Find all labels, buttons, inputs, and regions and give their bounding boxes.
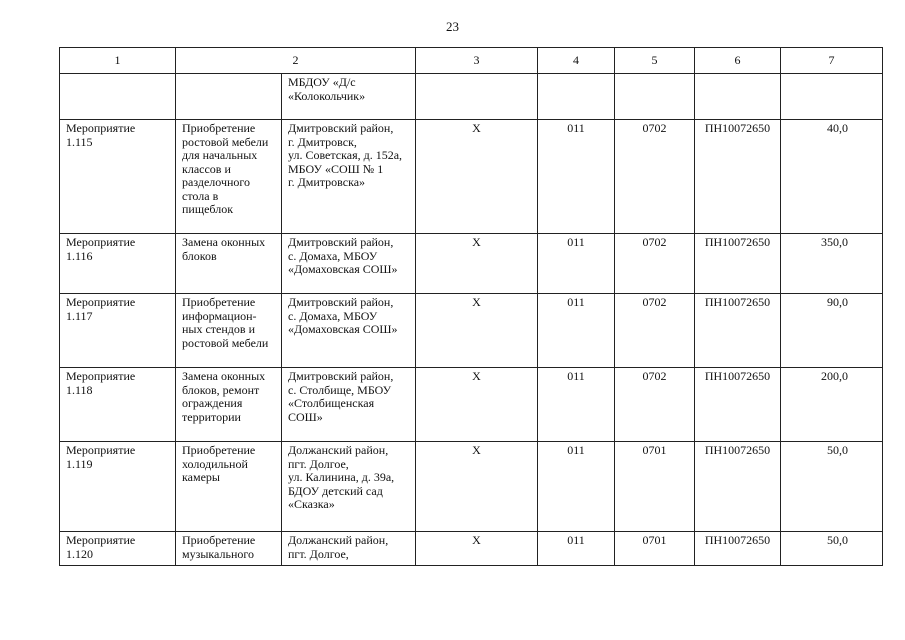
cell-amount (781, 74, 883, 120)
cell-address: Должанский район, пгт. Долгое, ул. Калинина, д. 39а, БДОУ детский сад «Сказка» (282, 442, 416, 532)
cell-description: Замена оконных блоков, ремонт ограждения территории (176, 368, 282, 442)
cell-description: Замена оконных блоков (176, 234, 282, 294)
cell-col6 (695, 74, 781, 120)
page-number: 23 (446, 19, 459, 34)
table-row (60, 532, 883, 566)
cell-col3: Х (416, 442, 538, 532)
cell-amount: 90,0 (781, 294, 883, 368)
header-cell: 3 (416, 48, 538, 74)
cell-col6: ПН10072650 (695, 294, 781, 368)
table-row (60, 368, 883, 442)
cell-event-id: Мероприятие 1.119 (60, 442, 176, 532)
cell-col4: 011 (538, 442, 615, 532)
cell-description (176, 74, 282, 120)
cell-address: Дмитровский район, с. Домаха, МБОУ «Домаховская СОШ» (282, 294, 416, 368)
table-row (60, 442, 883, 532)
cell-amount: 350,0 (781, 234, 883, 294)
cell-col5: 0701 (615, 532, 695, 566)
cell-address: Дмитровский район, г. Дмитровск, ул. Советская, д. 152а, МБОУ «СОШ № 1 г. Дмитровска» (282, 120, 416, 234)
cell-event-id: Мероприятие 1.115 (60, 120, 176, 234)
cell-event-id: Мероприятие 1.118 (60, 368, 176, 442)
cell-description: Приобретение музыкального (176, 532, 282, 566)
table-row (60, 234, 883, 294)
cell-col5: 0702 (615, 234, 695, 294)
cell-col5 (615, 74, 695, 120)
cell-col6: ПН10072650 (695, 532, 781, 566)
cell-col3: Х (416, 120, 538, 234)
cell-col6: ПН10072650 (695, 368, 781, 442)
cell-amount: 50,0 (781, 442, 883, 532)
cell-col3: Х (416, 368, 538, 442)
cell-col3: Х (416, 234, 538, 294)
cell-col3 (416, 74, 538, 120)
cell-description: Приобретение информацион- ных стендов и ростовой мебели (176, 294, 282, 368)
cell-address: МБДОУ «Д/с «Колокольчик» (282, 74, 416, 120)
cell-col5: 0701 (615, 442, 695, 532)
cell-col4: 011 (538, 294, 615, 368)
cell-col3: Х (416, 294, 538, 368)
cell-amount: 50,0 (781, 532, 883, 566)
budget-table (59, 47, 883, 566)
cell-col5: 0702 (615, 368, 695, 442)
table-row (60, 74, 883, 120)
cell-event-id (60, 74, 176, 120)
cell-address: Должанский район, пгт. Долгое, (282, 532, 416, 566)
header-cell: 6 (695, 48, 781, 74)
cell-col4: 011 (538, 120, 615, 234)
cell-col6: ПН10072650 (695, 442, 781, 532)
cell-col4: 011 (538, 368, 615, 442)
cell-col4: 011 (538, 234, 615, 294)
header-cell: 5 (615, 48, 695, 74)
header-cell: 2 (176, 48, 416, 74)
cell-description: Приобретение холодильной камеры (176, 442, 282, 532)
cell-event-id: Мероприятие 1.120 (60, 532, 176, 566)
cell-col6: ПН10072650 (695, 120, 781, 234)
cell-col3: Х (416, 532, 538, 566)
header-cell: 4 (538, 48, 615, 74)
cell-address: Дмитровский район, с. Столбище, МБОУ «Столбищенская СОШ» (282, 368, 416, 442)
header-cell: 1 (60, 48, 176, 74)
cell-col6: ПН10072650 (695, 234, 781, 294)
cell-amount: 200,0 (781, 368, 883, 442)
cell-col5: 0702 (615, 294, 695, 368)
cell-event-id: Мероприятие 1.116 (60, 234, 176, 294)
cell-amount: 40,0 (781, 120, 883, 234)
table-header-row (60, 48, 883, 74)
cell-description: Приобретение ростовой мебели для начальных классов и разделочного стола в пищеблок (176, 120, 282, 234)
table-row (60, 294, 883, 368)
cell-col5: 0702 (615, 120, 695, 234)
cell-col4: 011 (538, 532, 615, 566)
header-cell: 7 (781, 48, 883, 74)
cell-event-id: Мероприятие 1.117 (60, 294, 176, 368)
cell-col4 (538, 74, 615, 120)
table-row (60, 120, 883, 234)
cell-address: Дмитровский район, с. Домаха, МБОУ «Домаховская СОШ» (282, 234, 416, 294)
